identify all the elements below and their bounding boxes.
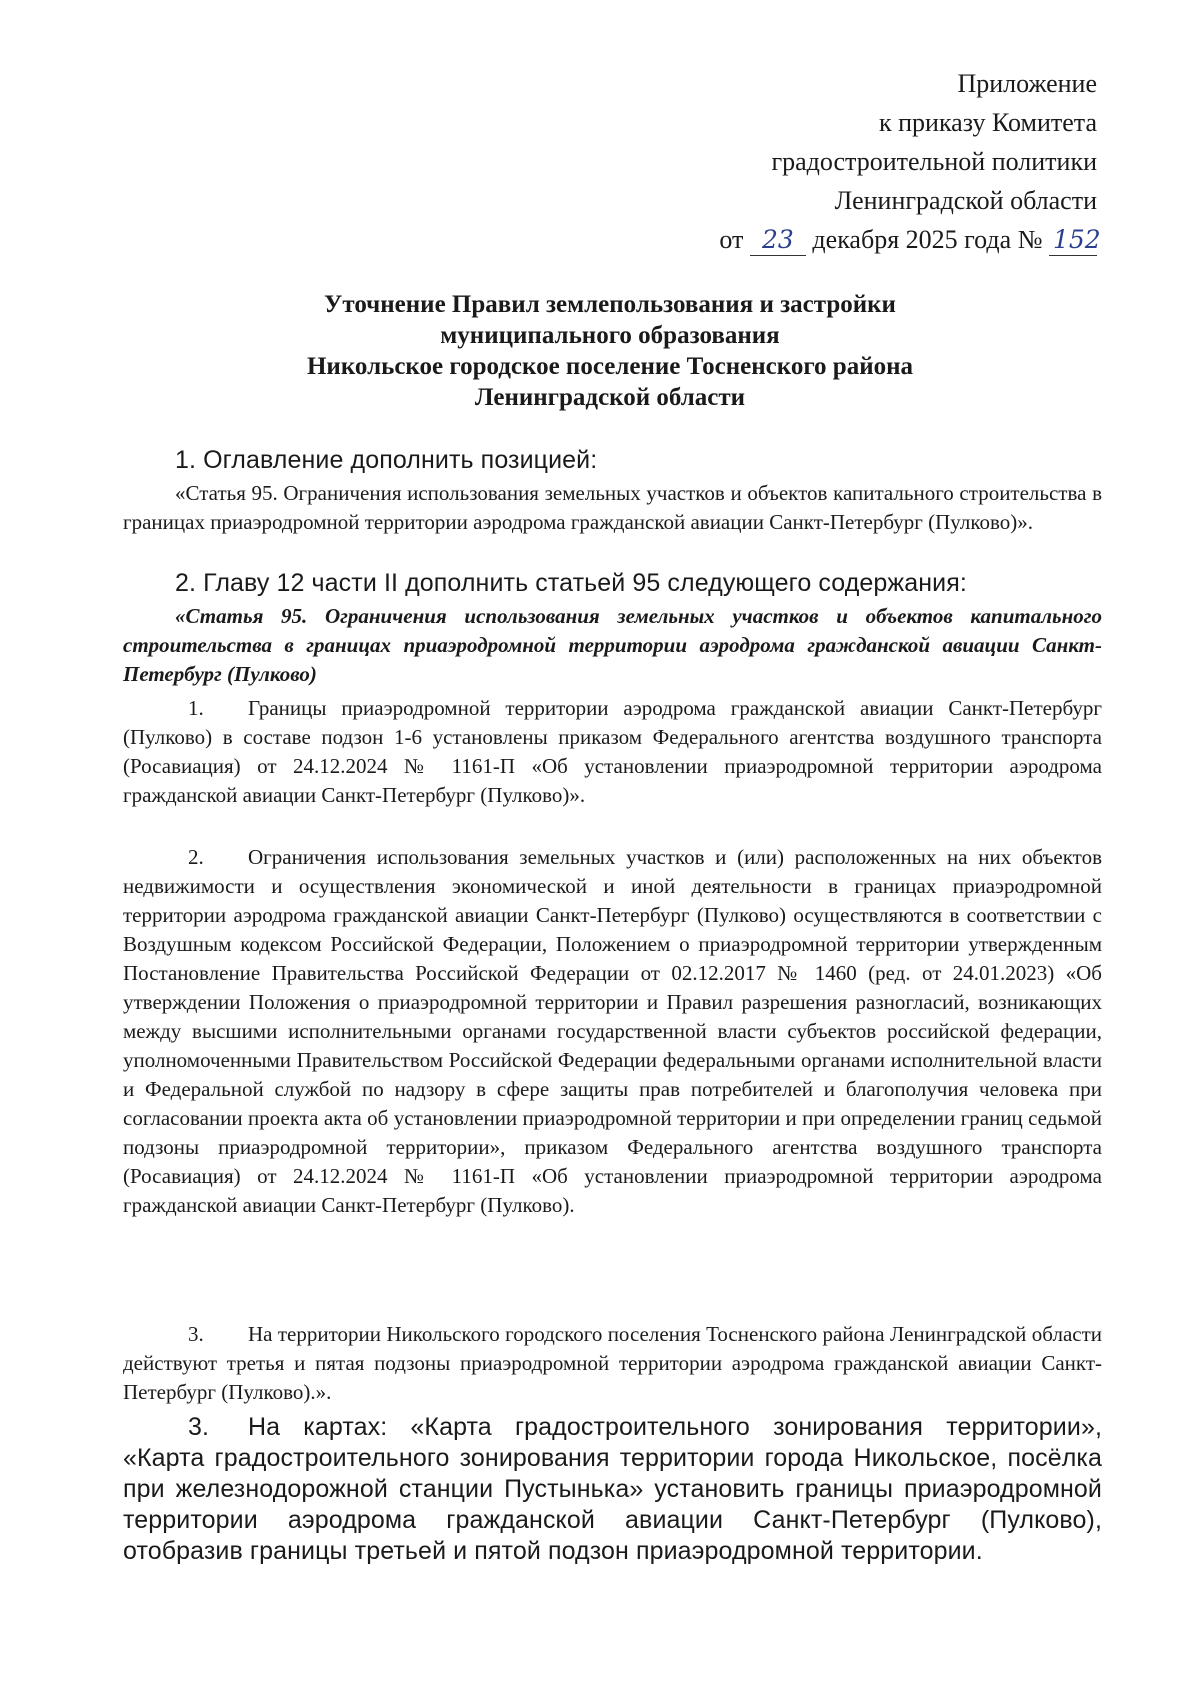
article-para-2-number: 2.: [188, 845, 204, 869]
article-para-2: [123, 843, 1102, 1220]
item-3-text: На картах: «Карта градостроительного зонирования территории», «Карта градостроительного зонирования территории города Никольское, посёлка при железнодорожной станции Пустынька» установить границы приаэродромной территории аэродрома гражданской авиации Санкт-Петербург (Пулково), отобразив границы третьей и пятой подзон приаэродромной территории.: [123, 1413, 1102, 1565]
header-date-line: [719, 220, 1101, 259]
header-line-2: к приказу Комитета: [878, 108, 1097, 137]
item-1-quote: «Статья 95. Ограничения использования земельных участков и объектов капитального строительства в границах приаэродромной территории аэродрома гражданской авиации Санкт-Петербург (Пулково)».: [123, 481, 1102, 534]
article-heading-block: [123, 602, 1102, 689]
title-line-2: муниципального образования: [440, 322, 780, 349]
item-1-block: [123, 446, 1102, 475]
item-2: 2. Главу 12 части II дополнить статьей 95 следующего содержания:: [175, 569, 967, 597]
item-1: 1. Оглавление дополнить позицией:: [175, 446, 598, 474]
article-para-1-block: [123, 694, 1102, 810]
title-line-4: Ленинградской области: [474, 384, 746, 411]
title-line-3: Никольское городское поселение Тосненского района: [306, 353, 914, 380]
header-line-3: градостроительной политики: [771, 147, 1097, 176]
document-title: [120, 289, 1100, 413]
article-para-1-number: 1.: [188, 696, 204, 720]
item-2-block: [123, 569, 1102, 598]
article-para-3-block: [123, 1320, 1102, 1407]
header-line-4: Ленинградской области: [834, 186, 1097, 215]
article-para-1-text: Границы приаэродромной территории аэродрома гражданской авиации Санкт-Петербург (Пулково) в составе подзон 1-6 установлены приказом Федерального агентства воздушного транспорта (Росавиация) от 24.12.2024 № 1161-П «Об установлении приаэродромной территории аэродрома гражданской авиации Санкт-Петербург (Пулково)».: [123, 696, 1102, 807]
date-rest: декабря 2025 года №: [812, 225, 1043, 254]
item-3-block: [123, 1412, 1102, 1567]
item-1-quote-block: [123, 479, 1102, 537]
date-prefix: от: [719, 225, 744, 254]
title-line-1: Уточнение Правил землепользования и застройки: [324, 291, 896, 318]
article-heading: «Статья 95. Ограничения использования земельных участков и объектов капитального строительства в границах приаэродромной территории аэродрома гражданской авиации Санкт-Петербург (Пулково): [123, 604, 1102, 686]
handwritten-order-number: 152: [1049, 225, 1097, 256]
article-para-3: [123, 1320, 1102, 1407]
item-3-number: 3.: [188, 1413, 210, 1441]
header-line-1: Приложение: [957, 69, 1097, 98]
article-para-3-text: На территории Никольского городского поселения Тосненского района Ленинградской области действуют третья и пятая подзоны приаэродромной территории аэродрома гражданской авиации Санкт-Петербург (Пулково).».: [123, 1322, 1102, 1404]
article-para-3-number: 3.: [188, 1322, 204, 1346]
appendix-header: [719, 64, 1101, 259]
item-3: [123, 1412, 1102, 1567]
article-para-2-text: Ограничения использования земельных участков и (или) расположенных на них объектов недвижимости и осуществления экономической и иной деятельности в границах приаэродромной территории аэродрома гражданской авиации Санкт-Петербург (Пулково) осуществляются в соответствии с Воздушным кодексом Российской Федерации, Положением о приаэродромной территории утвержденным Постановление Правительства Российской Федерации от 02.12.2017 № 1460 (ред. от 24.01.2023) «Об утверждении Положения о приаэродромной территории и Правил разрешения разногласий, возникающих между высшими исполнительными органами государственной власти субъектов российской федерации, уполномоченными Правительством Российской Федерации федеральными органами исполнительной власти и Федеральной службой по надзору в сфере защиты прав потребителей и благополучия человека при согласовании проекта акта об установлении приаэродромной территории и при определении границ седьмой подзоны приаэродромной территории», приказом Федерального агентства воздушного транспорта (Росавиация) от 24.12.2024 № 1161-П «Об установлении приаэродромной территории аэродрома гражданской авиации Санкт-Петербург (Пулково).: [123, 845, 1102, 1217]
article-para-1: [123, 694, 1102, 810]
handwritten-day: 23: [750, 225, 806, 256]
article-para-2-block: [123, 843, 1102, 1220]
